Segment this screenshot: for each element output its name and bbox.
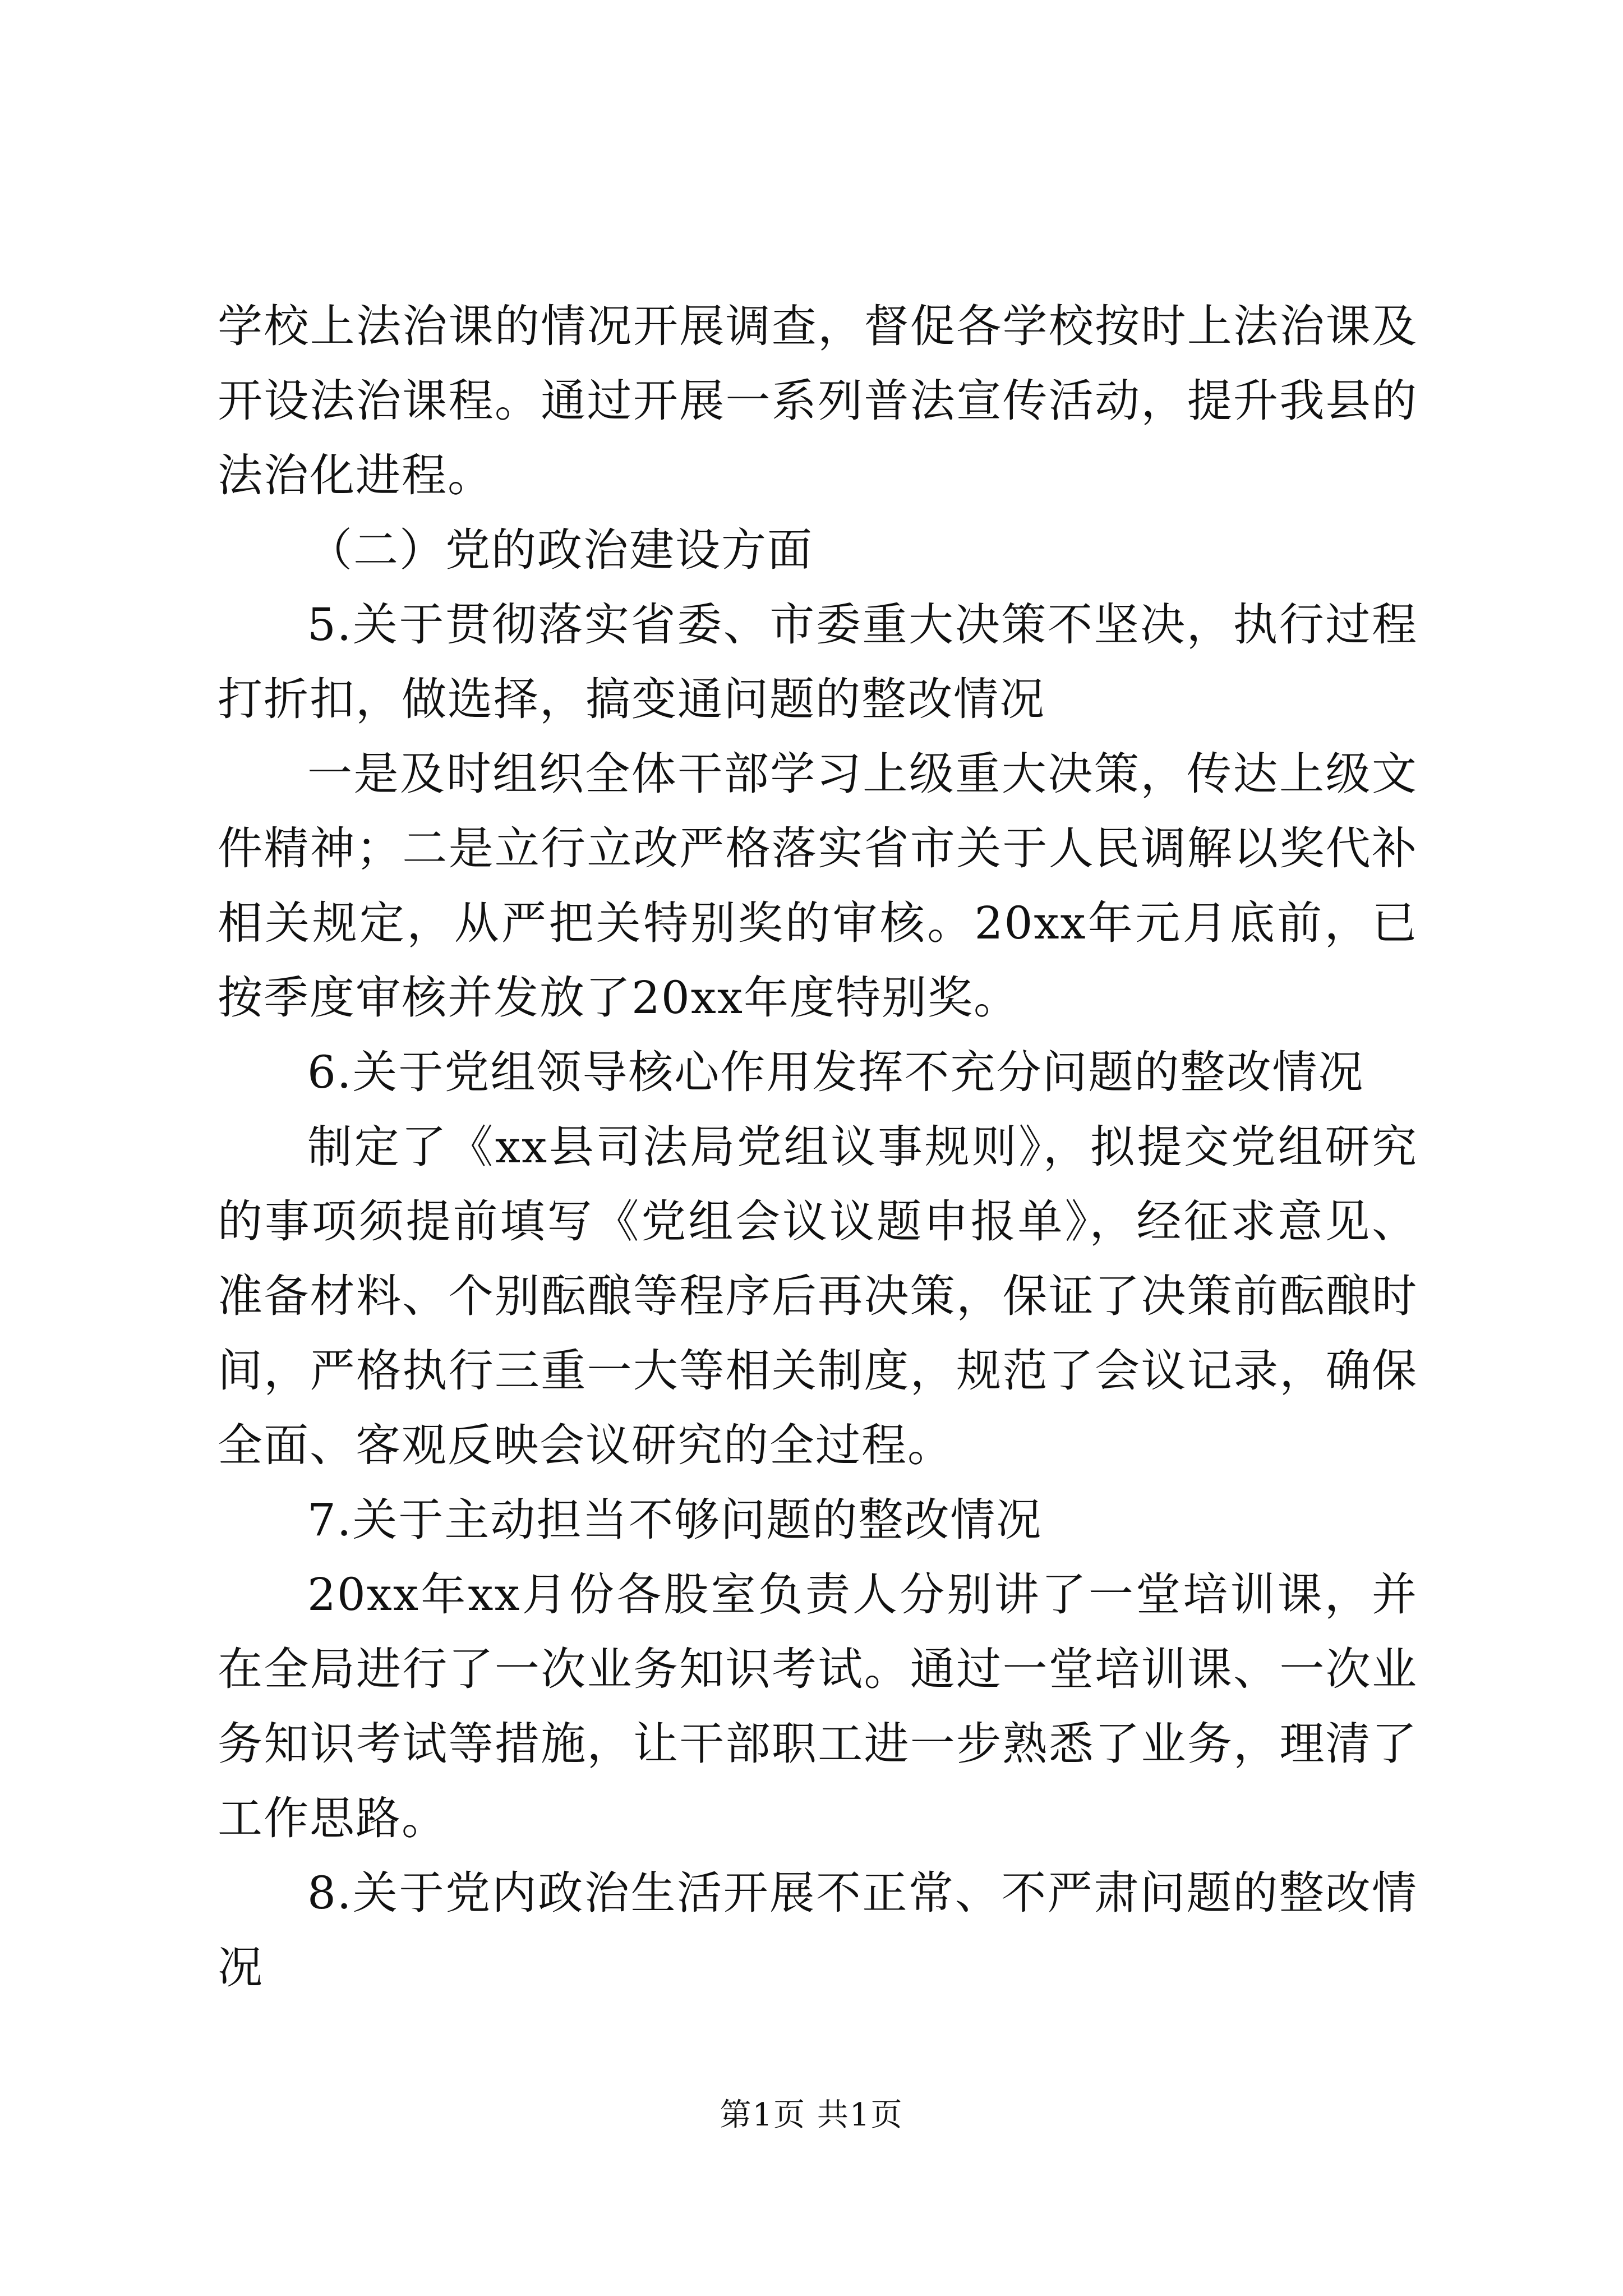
item-heading-6: 6.关于党组领导核心作用发挥不充分问题的整改情况	[307, 1046, 1364, 1098]
item-heading-7: 7.关于主动担当不够问题的整改情况	[307, 1494, 1043, 1546]
item-body-7: 20xx年xx月份各股室负责人分别讲了一堂培训课，并在全局进行了一次业务知识考试。通过一堂培训课、一次业务知识考试等措施，让干部职工进一步熟悉了业务，理清了工作思路。	[218, 1568, 1418, 1844]
item-heading-8: 8.关于党内政治生活开展不正常、不严肃问题的整改情况	[218, 1867, 1418, 1994]
section-heading: （二）党的政治建设方面	[307, 524, 813, 576]
document-body	[218, 289, 1418, 2005]
item-body-5: 一是及时组织全体干部学习上级重大决策，传达上级文件精神；二是立行立改严格落实省市关于人民调解以奖代补相关规定，从严把关特别奖的审核。20xx年元月底前，已按季度审核并发放了20xx年度特别奖。	[218, 748, 1418, 1024]
paragraph-continuation: 学校上法治课的情况开展调查，督促各学校按时上法治课及开设法治课程。通过开展一系列普法宣传活动，提升我县的法治化进程。	[218, 300, 1418, 501]
page-footer: 第1页 共1页	[720, 2097, 903, 2133]
item-body-6: 制定了《xx县司法局党组议事规则》，拟提交党组研究的事项须提前填写《党组会议议题申报单》，经征求意见、准备材料、个别酝酿等程序后再决策，保证了决策前酝酿时间，严格执行三重一大等相关制度，规范了会议记录，确保全面、客观反映会议研究的全过程。	[218, 1121, 1418, 1471]
item-heading-5: 5.关于贯彻落实省委、市委重大决策不坚决，执行过程打折扣，做选择，搞变通问题的整改情况	[218, 599, 1418, 725]
